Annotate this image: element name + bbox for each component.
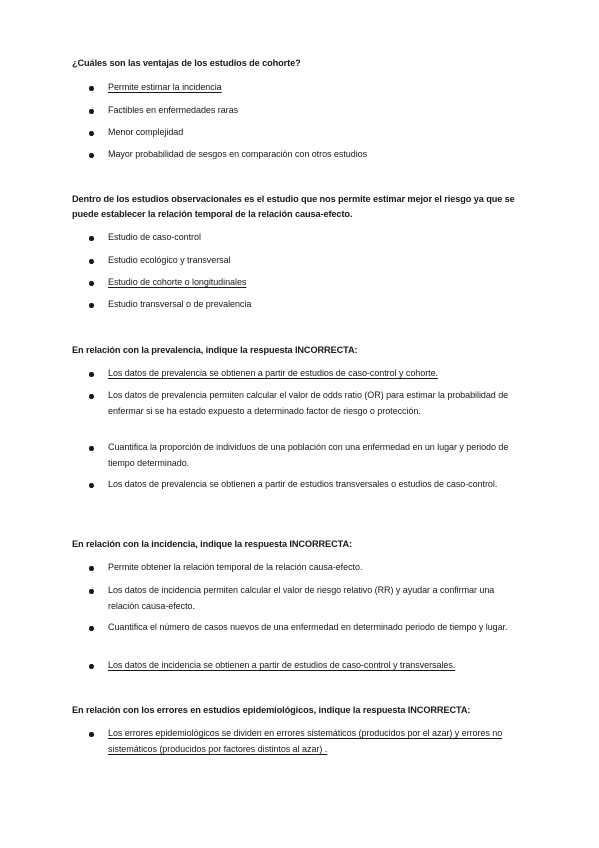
bullet-icon [89,626,94,631]
bullet-icon [89,109,94,114]
bullet-icon [89,589,94,594]
option-5a: Los errores epidemiológicos se dividen en errores sistemáticos (producidos por el azar) y errores no sistemáticos (producidos por factores distintos al azar) . [89,726,519,757]
question-3: En relación con la prevalencia, indique la respuesta INCORRECTA: [72,345,358,355]
option-1d: Mayor probabilidad de sesgos en comparación con otros estudios [89,147,519,163]
bullet-icon [89,566,94,571]
option-4a: Permite obtener la relación temporal de la relación causa-efecto. [89,560,519,576]
bullet-icon [89,483,94,488]
option-3c: Cuantifica la proporción de individuos de una población con una enfermedad en un lugar y periodo de tiempo determinado. [89,440,519,471]
bullet-icon [89,259,94,264]
option-4b: Los datos de incidencia permiten calcular el valor de riesgo relativo (RR) y ayudar a confirmar una relación causa-efecto. [89,583,519,614]
bullet-icon [89,732,94,737]
option-3b: Los datos de prevalencia permiten calcular el valor de odds ratio (OR) para estimar la probabilidad de enfermar si se ha estado expuesto a determinado factor de riesgo o protección. [89,388,519,419]
option-2b: Estudio ecológico y transversal [89,253,519,269]
option-4d: Los datos de incidencia se obtienen a partir de estudios de caso-control y transversales. [89,658,519,674]
question-1: ¿Cuáles son las ventajas de los estudios de cohorte? [72,58,301,68]
option-3a: Los datos de prevalencia se obtienen a partir de estudios de caso-control y cohorte. [89,366,519,382]
option-2d: Estudio transversal o de prevalencia [89,297,519,313]
bullet-icon [89,446,94,451]
bullet-icon [89,153,94,158]
bullet-icon [89,664,94,669]
option-1b: Factibles en enfermedades raras [89,103,519,119]
option-2a: Estudio de caso-control [89,230,519,246]
question-4: En relación con la incidencia, indique la respuesta INCORRECTA: [72,539,352,549]
option-3d: Los datos de prevalencia se obtienen a partir de estudios transversales o estudios de caso-control. [89,477,519,493]
option-2c: Estudio de cohorte o longitudinales [89,275,519,291]
bullet-icon [89,372,94,377]
question-2: Dentro de los estudios observacionales es el estudio que nos permite estimar mejor el riesgo ya que se puede establecer la relación temporal de la relación causa-efecto. [72,194,515,219]
option-4c: Cuantifica el número de casos nuevos de una enfermedad en determinado periodo de tiempo y lugar. [89,620,519,636]
bullet-icon [89,131,94,136]
bullet-icon [89,394,94,399]
option-1a: Permite estimar la incidencia [89,80,519,96]
bullet-icon [89,303,94,308]
bullet-icon [89,281,94,286]
bullet-icon [89,236,94,241]
option-1c: Menor complejidad [89,125,519,141]
bullet-icon [89,86,94,91]
question-5: En relación con los errores en estudios epidemiológicos, indique la respuesta INCORRECTA: [72,705,471,715]
